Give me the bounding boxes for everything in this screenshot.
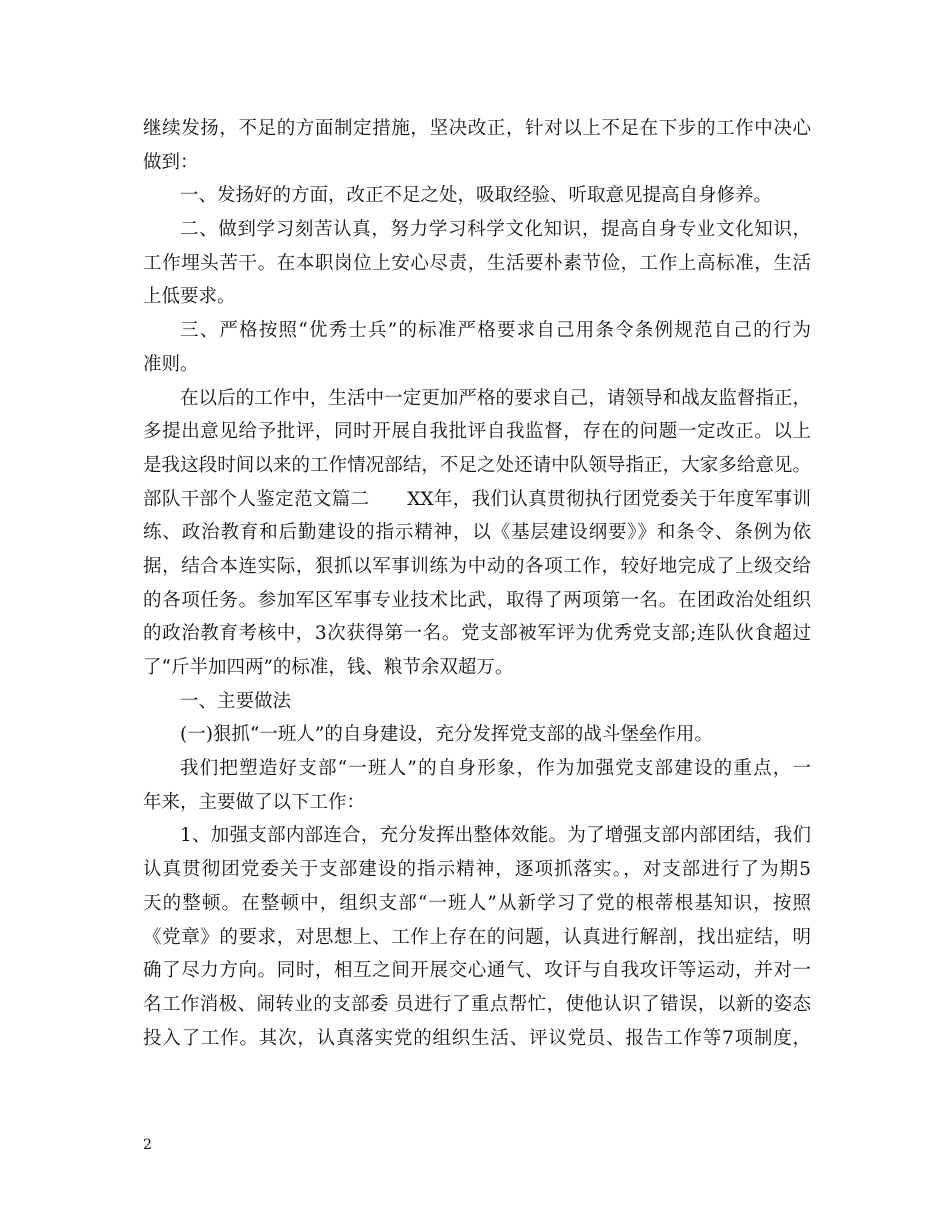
text-line: 确了尽力方向。同时，相互之间开展交心通气、攻讦与自我攻讦等运动，并对一 <box>143 960 811 982</box>
text-line: 1、加强支部内部连合，充分发挥出整体效能。为了增强支部内部团结，我们 <box>180 825 811 847</box>
text-line: 名工作消极、闹转业的支部委 员进行了重点帮忙，使他认识了错误，以新的姿态 <box>143 993 811 1015</box>
text-line: 年来，主要做了以下工作： <box>143 791 366 813</box>
text-line: 天的整顿。在整顿中，组织支部“一班人”从新学习了党的根蒂根基知识，按照 <box>143 892 811 914</box>
text-line: 认真贯彻团党委关于支部建设的指示精神，逐项抓落实。，对支部进行了为期5 <box>143 859 811 881</box>
text-line: 在以后的工作中，生活中一定更加严格的要求自己，请领导和战友监督指正， <box>180 387 811 409</box>
text-line: 一、发扬好的方面，改正不足之处，吸取经验、听取意见提高自身修养。 <box>180 185 773 207</box>
text-line: 上低要求。 <box>143 286 236 308</box>
text-line: 部队干部个人鉴定范文篇二 XX年，我们认真贯彻执行团党委关于年度军事训 <box>143 488 811 510</box>
page-number: 2 <box>143 1137 152 1153</box>
document-body <box>143 112 811 1055</box>
text-line: 做到： <box>143 151 199 173</box>
text-line: 的各项任务。参加军区军事专业技术比武，取得了两项第一名。在团政治处组织 <box>143 589 811 611</box>
text-line: 一、主要做法 <box>180 690 292 712</box>
text-line: (一)狠抓“一班人”的自身建设，充分发挥党支部的战斗堡垒作用。 <box>180 724 713 746</box>
text-line: 三、严格按照“优秀士兵”的标准严格要求自己用条令条例规范自己的行为 <box>180 320 811 342</box>
text-line: 我们把塑造好支部“一班人”的自身形象，作为加强党支部建设的重点，一 <box>180 758 811 780</box>
text-line: 是我这段时间以来的工作情况部结，不足之处还请中队领导指正，大家多给意见。 <box>143 454 811 476</box>
text-line: 练、政治教育和后勤建设的指示精神，以《基层建设纲要》》和条令、条例为依 <box>143 522 811 544</box>
text-line: 了“斤半加四两”的标准，钱、粮节余双超万。 <box>143 657 514 678</box>
text-line: 的政治教育考核中，3次获得第一名。党支部被军评为优秀党支部;连队伙食超过 <box>143 623 811 645</box>
text-line: 准则。 <box>143 353 199 375</box>
text-line: 《党章》的要求，对思想上、工作上存在的问题，认真进行解剖，找出症结，明 <box>143 926 811 948</box>
text-line: 工作埋头苦干。在本职岗位上安心尽责，生活要朴素节俭，工作上高标准，生活 <box>143 252 811 274</box>
text-line: 据，结合本连实际，狠抓以军事训练为中动的各项工作，较好地完成了上级交给 <box>143 555 811 577</box>
text-line: 投入了工作。其次，认真落实党的组织生活、评议党员、报告工作等7项制度， <box>143 1027 811 1049</box>
text-line: 二、做到学习刻苦认真，努力学习科学文化知识，提高自身专业文化知识， <box>180 219 811 241</box>
text-line: 多提出意见给予批评，同时开展自我批评自我监督，存在的问题一定改正。以上 <box>143 421 811 443</box>
text-line: 继续发扬，不足的方面制定措施，坚决改正，针对以上不足在下步的工作中决心 <box>143 118 811 139</box>
